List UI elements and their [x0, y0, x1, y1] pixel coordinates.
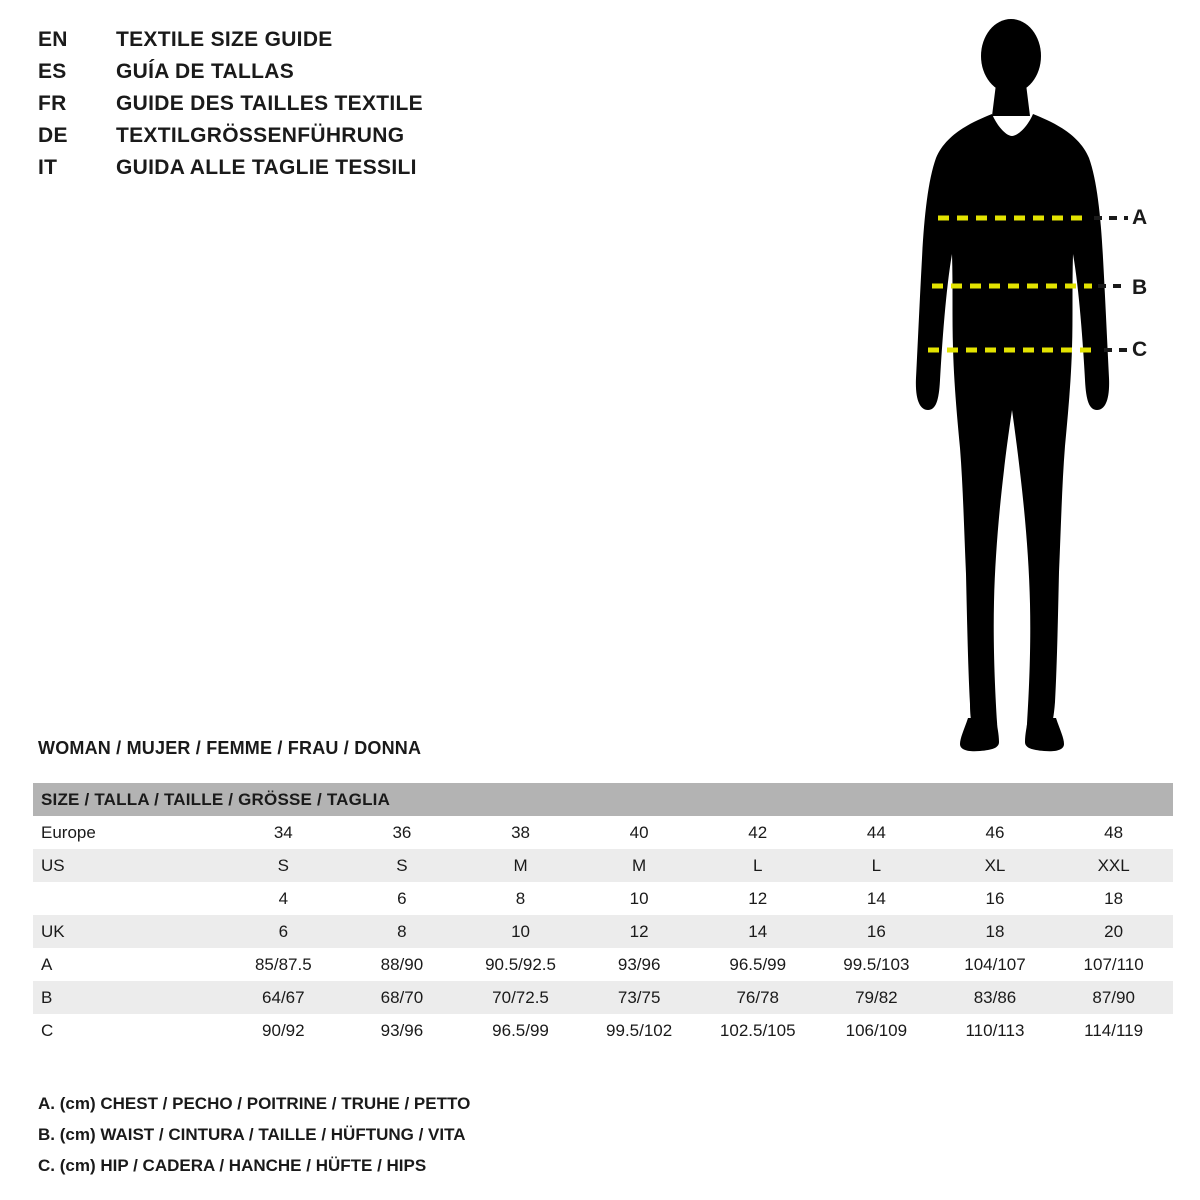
title-row-de — [38, 124, 738, 156]
row-label: B — [33, 981, 224, 1014]
table-cell: 6 — [343, 882, 462, 915]
table-cell: 10 — [580, 882, 699, 915]
title-row-es — [38, 60, 738, 92]
size-table-container — [33, 783, 1173, 1047]
title-lang-code: EN — [38, 28, 68, 51]
table-cell: 64/67 — [224, 981, 343, 1014]
callout-label-c: C — [1132, 338, 1148, 361]
legend-item-chest: A. (cm) CHEST / PECHO / POITRINE / TRUHE / PETTO — [38, 1094, 471, 1113]
size-table-header-label: SIZE / TALLA / TAILLE / GRÖSSE / TAGLIA — [33, 783, 1173, 816]
table-cell: 14 — [698, 915, 817, 948]
measurement-legend — [38, 1088, 738, 1181]
row-label: A — [33, 948, 224, 981]
table-cell: 46 — [936, 816, 1055, 849]
table-cell: 40 — [580, 816, 699, 849]
table-cell: 38 — [461, 816, 580, 849]
table-cell: M — [580, 849, 699, 882]
table-header-row — [33, 783, 1173, 816]
table-cell: S — [343, 849, 462, 882]
table-cell: 14 — [817, 882, 936, 915]
table-cell: 85/87.5 — [224, 948, 343, 981]
table-cell: 48 — [1054, 816, 1173, 849]
title-row-it — [38, 156, 738, 188]
table-cell: 68/70 — [343, 981, 462, 1014]
table-cell: 16 — [936, 882, 1055, 915]
table-cell: 83/86 — [936, 981, 1055, 1014]
title-text: GUIDA ALLE TAGLIE TESSILI — [116, 156, 417, 179]
title-text: TEXTILE SIZE GUIDE — [116, 28, 333, 51]
row-label — [33, 882, 224, 915]
row-label: Europe — [33, 816, 224, 849]
table-cell: 73/75 — [580, 981, 699, 1014]
table-row — [33, 948, 1173, 981]
table-cell: 70/72.5 — [461, 981, 580, 1014]
table-cell: 93/96 — [343, 1014, 462, 1047]
table-cell: 42 — [698, 816, 817, 849]
table-cell: S — [224, 849, 343, 882]
title-row-fr — [38, 92, 738, 124]
table-cell: 93/96 — [580, 948, 699, 981]
size-table — [33, 783, 1173, 1047]
table-cell: 44 — [817, 816, 936, 849]
female-silhouette-icon — [860, 18, 1190, 758]
table-cell: 79/82 — [817, 981, 936, 1014]
table-cell: L — [817, 849, 936, 882]
table-cell: 104/107 — [936, 948, 1055, 981]
table-cell: 90/92 — [224, 1014, 343, 1047]
row-label: C — [33, 1014, 224, 1047]
table-cell: 8 — [343, 915, 462, 948]
row-label: US — [33, 849, 224, 882]
title-row-en — [38, 28, 738, 60]
table-cell: 96.5/99 — [698, 948, 817, 981]
table-cell: XL — [936, 849, 1055, 882]
table-cell: 16 — [817, 915, 936, 948]
table-cell: 10 — [461, 915, 580, 948]
title-lang-code: DE — [38, 124, 68, 147]
table-row — [33, 849, 1173, 882]
title-lang-code: ES — [38, 60, 67, 83]
row-label: UK — [33, 915, 224, 948]
table-cell: 6 — [224, 915, 343, 948]
table-cell: 12 — [580, 915, 699, 948]
legend-item-waist: B. (cm) WAIST / CINTURA / TAILLE / HÜFTUNG / VITA — [38, 1125, 466, 1144]
title-block — [38, 28, 738, 188]
table-cell: 102.5/105 — [698, 1014, 817, 1047]
table-cell: 34 — [224, 816, 343, 849]
table-row — [33, 882, 1173, 915]
table-cell: 8 — [461, 882, 580, 915]
title-text: GUÍA DE TALLAS — [116, 60, 295, 83]
table-cell: M — [461, 849, 580, 882]
table-row — [33, 981, 1173, 1014]
table-cell: 99.5/102 — [580, 1014, 699, 1047]
table-cell: 12 — [698, 882, 817, 915]
callout-label-a: A — [1132, 206, 1148, 229]
table-cell: 90.5/92.5 — [461, 948, 580, 981]
table-cell: 36 — [343, 816, 462, 849]
table-cell: 107/110 — [1054, 948, 1173, 981]
title-text: TEXTILGRÖSSENFÜHRUNG — [116, 124, 405, 147]
legend-item-hip: C. (cm) HIP / CADERA / HANCHE / HÜFTE / HIPS — [38, 1156, 427, 1175]
title-lang-code: FR — [38, 92, 67, 115]
table-row — [33, 1014, 1173, 1047]
table-cell: 106/109 — [817, 1014, 936, 1047]
table-cell: 88/90 — [343, 948, 462, 981]
title-text: GUIDE DES TAILLES TEXTILE — [116, 92, 423, 115]
table-row — [33, 915, 1173, 948]
table-cell: XXL — [1054, 849, 1173, 882]
table-cell: 76/78 — [698, 981, 817, 1014]
section-title: WOMAN / MUJER / FEMME / FRAU / DONNA — [38, 738, 422, 758]
table-cell: 18 — [936, 915, 1055, 948]
table-cell: 18 — [1054, 882, 1173, 915]
table-cell: 87/90 — [1054, 981, 1173, 1014]
callout-label-b: B — [1132, 276, 1148, 299]
female-body-diagram — [860, 18, 1190, 758]
table-cell: 99.5/103 — [817, 948, 936, 981]
table-cell: 20 — [1054, 915, 1173, 948]
table-row — [33, 816, 1173, 849]
table-cell: 4 — [224, 882, 343, 915]
title-lang-code: IT — [38, 156, 58, 179]
table-cell: 110/113 — [936, 1014, 1055, 1047]
table-cell: 96.5/99 — [461, 1014, 580, 1047]
table-cell: 114/119 — [1054, 1014, 1173, 1047]
table-cell: L — [698, 849, 817, 882]
